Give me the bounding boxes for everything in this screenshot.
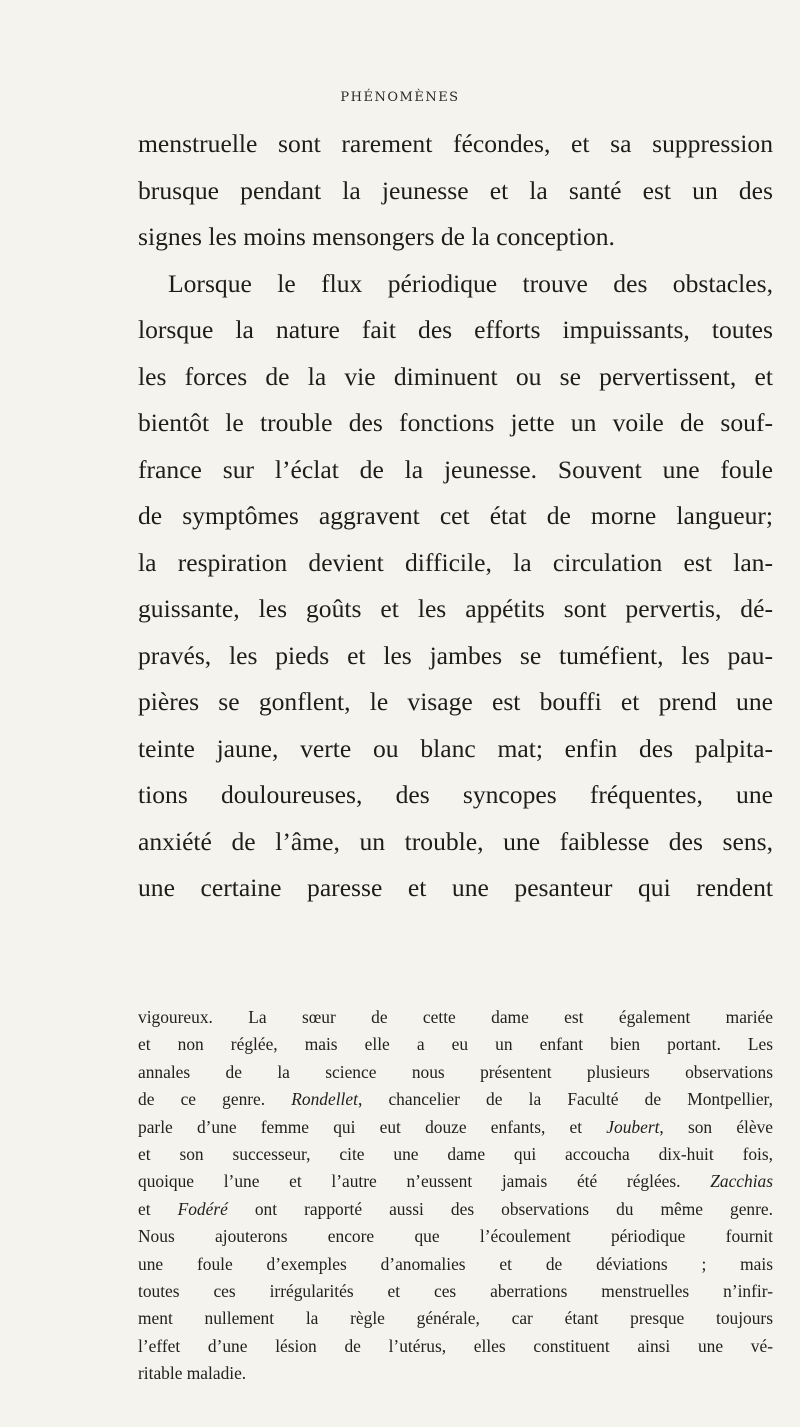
running-title: PHÉNOMÈNES: [340, 90, 460, 105]
author-name-zacchias: Zacchias: [710, 1171, 773, 1192]
footnote-line: Nous ajouterons encore que l’écoulement périodique fournit: [138, 1226, 773, 1247]
footnote-line: [138, 1086, 773, 1113]
footnote-line: ment nullement la règle générale, car étant presque toujours: [138, 1308, 773, 1329]
author-name-rondellet: Rondellet: [291, 1089, 358, 1110]
footnote-line: [138, 1168, 773, 1195]
author-name-fodere: Fodéré: [177, 1198, 228, 1219]
text-line: signes les moins mensongers de la conception.: [138, 222, 615, 251]
text-line: teinte jaune, verte ou blanc mat; enfin des palpita-: [138, 733, 773, 763]
footnote-line: [138, 1114, 773, 1141]
text-line: pravés, les pieds et les jambes se tuméfient, les pau-: [138, 640, 773, 670]
footnote-line: une foule d’exemples d’anomalies et de déviations ; mais: [138, 1253, 773, 1274]
text-line: pières se gonflent, le visage est bouffi et prend une: [138, 687, 773, 716]
footnote-text: quoique l’une et l’autre n’eussent jamais été réglées.: [138, 1171, 711, 1192]
footnote-line: l’effet d’une lésion de l’utérus, elles constituent ainsi une vé-: [138, 1335, 773, 1356]
footnote-line: annales de la science nous présentent plusieurs observations: [138, 1061, 773, 1082]
main-text: [138, 121, 773, 912]
text-line: la respiration devient difficile, la circulation est lan-: [138, 547, 773, 577]
footnote-line: et son successeur, cite une dame qui accoucha dix-huit fois,: [138, 1143, 773, 1164]
footnote-line: [138, 1196, 773, 1223]
text-line: les forces de la vie diminuent ou se pervertissent, et: [138, 361, 773, 391]
footnote-text: parle d’une femme qui eut douze enfants, et: [138, 1116, 607, 1137]
text-line: menstruelle sont rarement fécondes, et sa suppression: [138, 129, 773, 158]
text-line: lorsque la nature fait des efforts impuissants, toutes: [138, 315, 773, 344]
text-line: de symptômes aggravent cet état de morne langueur;: [138, 501, 773, 530]
footnote-text: , son élève: [659, 1116, 773, 1137]
text-line: guissante, les goûts et les appétits sont pervertis, dé-: [138, 594, 773, 623]
text-line: Lorsque le flux périodique trouve des obstacles,: [168, 268, 773, 298]
footnote-line: toutes ces irrégularités et ces aberrations menstruelles n’infir-: [138, 1280, 773, 1301]
text-line: brusque pendant la jeunesse et la santé est un des: [138, 175, 773, 205]
footnote-text: , chancelier de la Faculté de Montpellier,: [357, 1089, 773, 1110]
text-line: une certaine paresse et une pesanteur qui rendent: [138, 873, 773, 902]
footnote-text: de ce genre.: [138, 1089, 292, 1110]
text-line: tions douloureuses, des syncopes fréquentes, une: [138, 780, 773, 809]
author-name-joubert: Joubert: [606, 1116, 660, 1137]
text-line: france sur l’éclat de la jeunesse. Souvent une foule: [138, 454, 773, 484]
footnote-line: vigoureux. La sœur de cette dame est également mariée: [138, 1007, 773, 1027]
footnote: [138, 1004, 773, 1387]
text-line: anxiété de l’âme, un trouble, une faiblesse des sens,: [138, 826, 773, 856]
footnote-text: ont rapporté aussi des observations du même genre.: [227, 1198, 773, 1219]
text-line: bientôt le trouble des fonctions jette un voile de souf-: [138, 408, 773, 437]
footnote-line: ritable maladie.: [138, 1363, 247, 1384]
footnote-text: et: [138, 1198, 178, 1219]
footnote-line: et non réglée, mais elle a eu un enfant bien portant. Les: [138, 1034, 773, 1055]
